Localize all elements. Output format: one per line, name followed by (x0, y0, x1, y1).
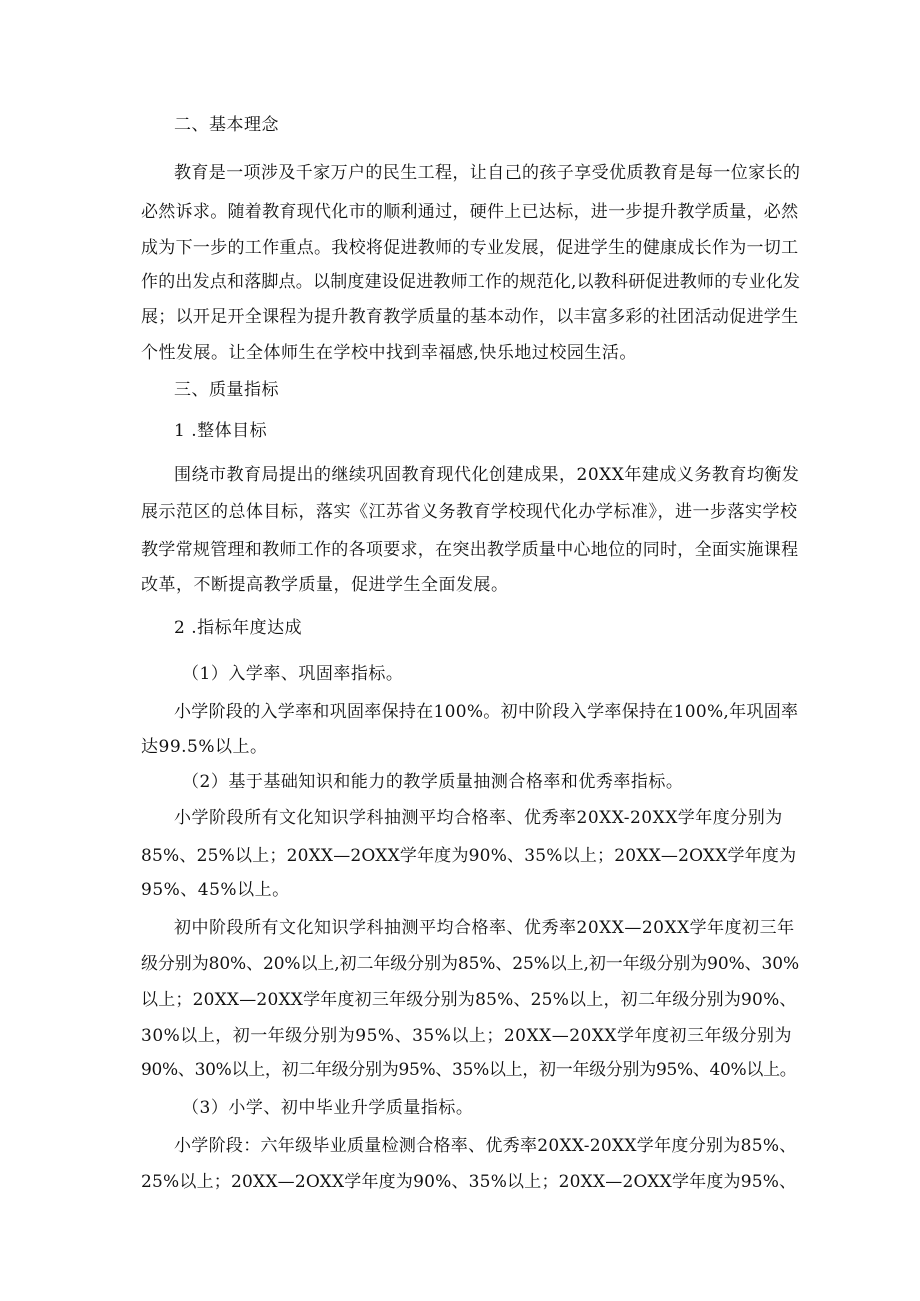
paragraph-line: 必然诉求。随着教育现代化市的顺利通过，硬件上已达标，进一步提升教学质量，必然 (141, 202, 799, 222)
item-heading-graduation: （3）小学、初中毕业升学质量指标。 (182, 1098, 474, 1118)
paragraph-line: 围绕市教育局提出的继续巩固教育现代化创建成果，20XX年建成义务教育均衡发 (174, 465, 800, 485)
item-heading-enrollment: （1）入学率、巩固率指标。 (182, 664, 404, 684)
paragraph-line: 改革，不断提高教学质量，促进学生全面发展。 (141, 575, 509, 595)
paragraph-line: 作的出发点和落脚点。以制度建设促进教师工作的规范化,以教科研促进教师的专业化发 (141, 272, 801, 292)
paragraph-line: 90%、30%以上，初二年级分别为95%、35%以上，初一年级分别为95%、40%以上。 (141, 1060, 797, 1080)
subheading-overall-goal: 1 .整体目标 (174, 421, 268, 441)
paragraph-line: 教育是一项涉及千家万户的民生工程，让自己的孩子享受优质教育是每一位家长的 (174, 163, 801, 183)
paragraph-line: 30%以上，初一年级分别为95%、35%以上；20XX—20XX学年度初三年级分别为 (141, 1026, 793, 1046)
paragraph-line: 个性发展。让全体师生在学校中找到幸福感,快乐地过校园生活。 (141, 343, 637, 363)
paragraph-line: 展；以开足开全课程为提升教育教学质量的基本动作，以丰富多彩的社团活动促进学生 (141, 307, 799, 327)
paragraph-line: 达99.5%以上。 (141, 737, 268, 757)
paragraph-line: 成为下一步的工作重点。我校将促进教师的专业发展，促进学生的健康成长作为一切工 (141, 238, 799, 258)
paragraph-line: 小学阶段所有文化知识学科抽测平均合格率、优秀率20XX-20XX学年度分别为 (174, 808, 783, 828)
paragraph-line: 25%以上；20XX—2OXX学年度为90%、35%以上；20XX—2OXX学年度为95%、 (141, 1172, 797, 1192)
paragraph-line: 小学阶段：六年级毕业质量检测合格率、优秀率20XX-20XX学年度分别为85%、 (174, 1136, 797, 1156)
section-heading-quality: 三、质量指标 (174, 380, 279, 400)
paragraph-line: 以上；20XX—20XX学年度初三年级分别为85%、25%以上，初二年级分别为90%、 (141, 990, 797, 1010)
paragraph-line: 教学常规管理和教师工作的各项要求，在突出教学质量中心地位的同时，全面实施课程 (141, 540, 799, 560)
subheading-annual-targets: 2 .指标年度达成 (174, 618, 303, 638)
paragraph-line: 级分别为80%、20%以上,初二年级分别为85%、25%以上,初一年级分别为90%、30% (141, 954, 800, 974)
item-heading-quality-sampling: （2）基于基础知识和能力的教学质量抽测合格率和优秀率指标。 (182, 772, 684, 792)
paragraph-line: 展示范区的总体目标，落实《江苏省义务教育学校现代化办学标准》，进一步落实学校 (141, 502, 798, 522)
paragraph-line: 95%、45%以上。 (141, 880, 290, 900)
paragraph-line: 小学阶段的入学率和巩固率保持在100%。初中阶段入学率保持在100%,年巩固率 (174, 702, 799, 722)
paragraph-line: 85%、25%以上；20XX—2OXX学年度为90%、35%以上；20XX—2OXX学年度为 (141, 846, 797, 866)
section-heading-basic-concept: 二、基本理念 (174, 115, 279, 135)
paragraph-line: 初中阶段所有文化知识学科抽测平均合格率、优秀率20XX—20XX学年度初三年 (174, 918, 795, 938)
